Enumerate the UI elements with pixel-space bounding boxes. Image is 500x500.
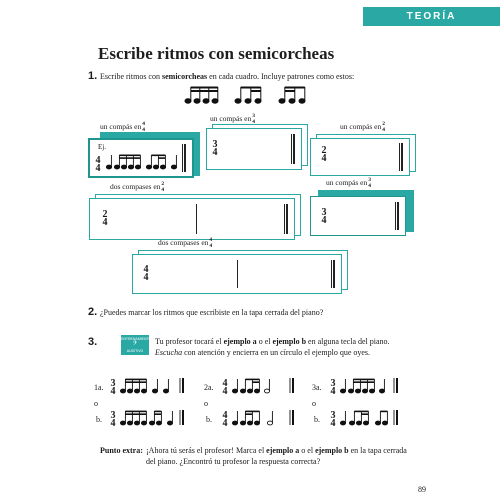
- question-3-number: 3.: [88, 336, 98, 348]
- rhythm-box-3[interactable]: [310, 138, 410, 176]
- example-final-barline: [182, 144, 186, 171]
- extra-label: Punto extra:: [100, 446, 143, 455]
- example-3a-time-signature: 3 4: [330, 378, 336, 397]
- box-3-label: un compás en2 4: [340, 121, 385, 133]
- box-6-final-barline: [331, 260, 335, 289]
- box-1-label: un compás en4 4: [100, 121, 145, 133]
- box-3-final-barline: [399, 143, 403, 170]
- box-4-time-signature: 2 4: [102, 209, 108, 228]
- ear-training-examples: [90, 376, 420, 446]
- box-3-time-signature: 2 4: [321, 145, 327, 164]
- box-6-label: dos compases en4 4: [158, 237, 213, 249]
- box-5-final-barline: [395, 202, 399, 231]
- box-2-time-signature: 3 4: [212, 139, 218, 158]
- example-2b-time-signature: 4 4: [222, 410, 228, 429]
- example-1-or: o: [94, 399, 98, 408]
- extra-line-1: ¡Ahora tú serás el profesor! Marca el ejemplo a o el ejemplo b en la tapa cerrada: [146, 446, 407, 455]
- box-2-label: un compás en3 4: [210, 113, 255, 125]
- box-2-final-barline: [291, 134, 295, 164]
- example-1a-label[interactable]: 1a.: [94, 383, 104, 392]
- rhythm-box-5[interactable]: [310, 196, 406, 236]
- extra-line-2: del piano. ¿Encontró tu profesor la respuesta correcta?: [146, 457, 321, 466]
- rhythm-patterns: [180, 84, 320, 106]
- example-box[interactable]: [88, 138, 194, 178]
- example-label: Ej.: [98, 143, 106, 151]
- box-6-time-signature: 4 4: [143, 264, 149, 283]
- box-5-label: un compás en3 4: [326, 177, 371, 189]
- question-2-number: 2.: [88, 306, 98, 318]
- box-4-label: dos compases en2 4: [110, 181, 165, 193]
- box-4-final-barline: [284, 204, 288, 234]
- ear-training-badge: [121, 335, 152, 355]
- example-3a-label[interactable]: 3a.: [312, 383, 322, 392]
- page-title: Escribe ritmos con semicorcheas: [98, 44, 335, 63]
- example-3b-label[interactable]: b.: [314, 415, 320, 424]
- box-6-middle-barline: [237, 260, 238, 289]
- example-rhythm: [104, 151, 188, 173]
- rhythm-box-6[interactable]: [132, 254, 342, 294]
- box-5-time-signature: 3 4: [321, 207, 327, 226]
- question-3-line-2: Escucha con atención y encierra en un círculo el ejemplo que oyes.: [155, 348, 371, 357]
- badge-line-1: ENTRENAMIENTO: [121, 337, 152, 341]
- question-1-number: 1.: [88, 70, 98, 82]
- box-1-time-signature: 4 4: [95, 155, 101, 174]
- rhythm-box-4[interactable]: [89, 198, 295, 240]
- example-1b-label[interactable]: b.: [96, 415, 102, 424]
- example-2a-time-signature: 4 4: [222, 378, 228, 397]
- box-4-middle-barline: [196, 204, 197, 234]
- question-3-line-1: Tu profesor tocará el ejemplo a o el ejemplo b en alguna tecla del piano.: [155, 337, 390, 346]
- example-3-or: o: [312, 399, 316, 408]
- example-2-or: o: [204, 399, 208, 408]
- example-1a-time-signature: 3 4: [110, 378, 116, 397]
- ear-icon: 𝄢: [132, 341, 138, 348]
- rhythm-box-2[interactable]: [206, 128, 302, 170]
- question-2-text: ¿Puedes marcar los ritmos que escribiste en la tapa cerrada del piano?: [100, 308, 324, 317]
- badge-line-2: AUDITIVO: [126, 349, 144, 353]
- page-number: 89: [418, 485, 426, 494]
- example-1b-time-signature: 3 4: [110, 410, 116, 429]
- ear-training-rhythms: [90, 376, 420, 436]
- example-2b-label[interactable]: b.: [206, 415, 212, 424]
- section-tab: TEORÍA: [363, 7, 500, 26]
- example-3b-time-signature: 3 4: [330, 410, 336, 429]
- question-1-text: Escribe ritmos con semicorcheas en cada cuadro. Incluye patrones como estos:: [100, 72, 355, 81]
- example-2a-label[interactable]: 2a.: [204, 383, 214, 392]
